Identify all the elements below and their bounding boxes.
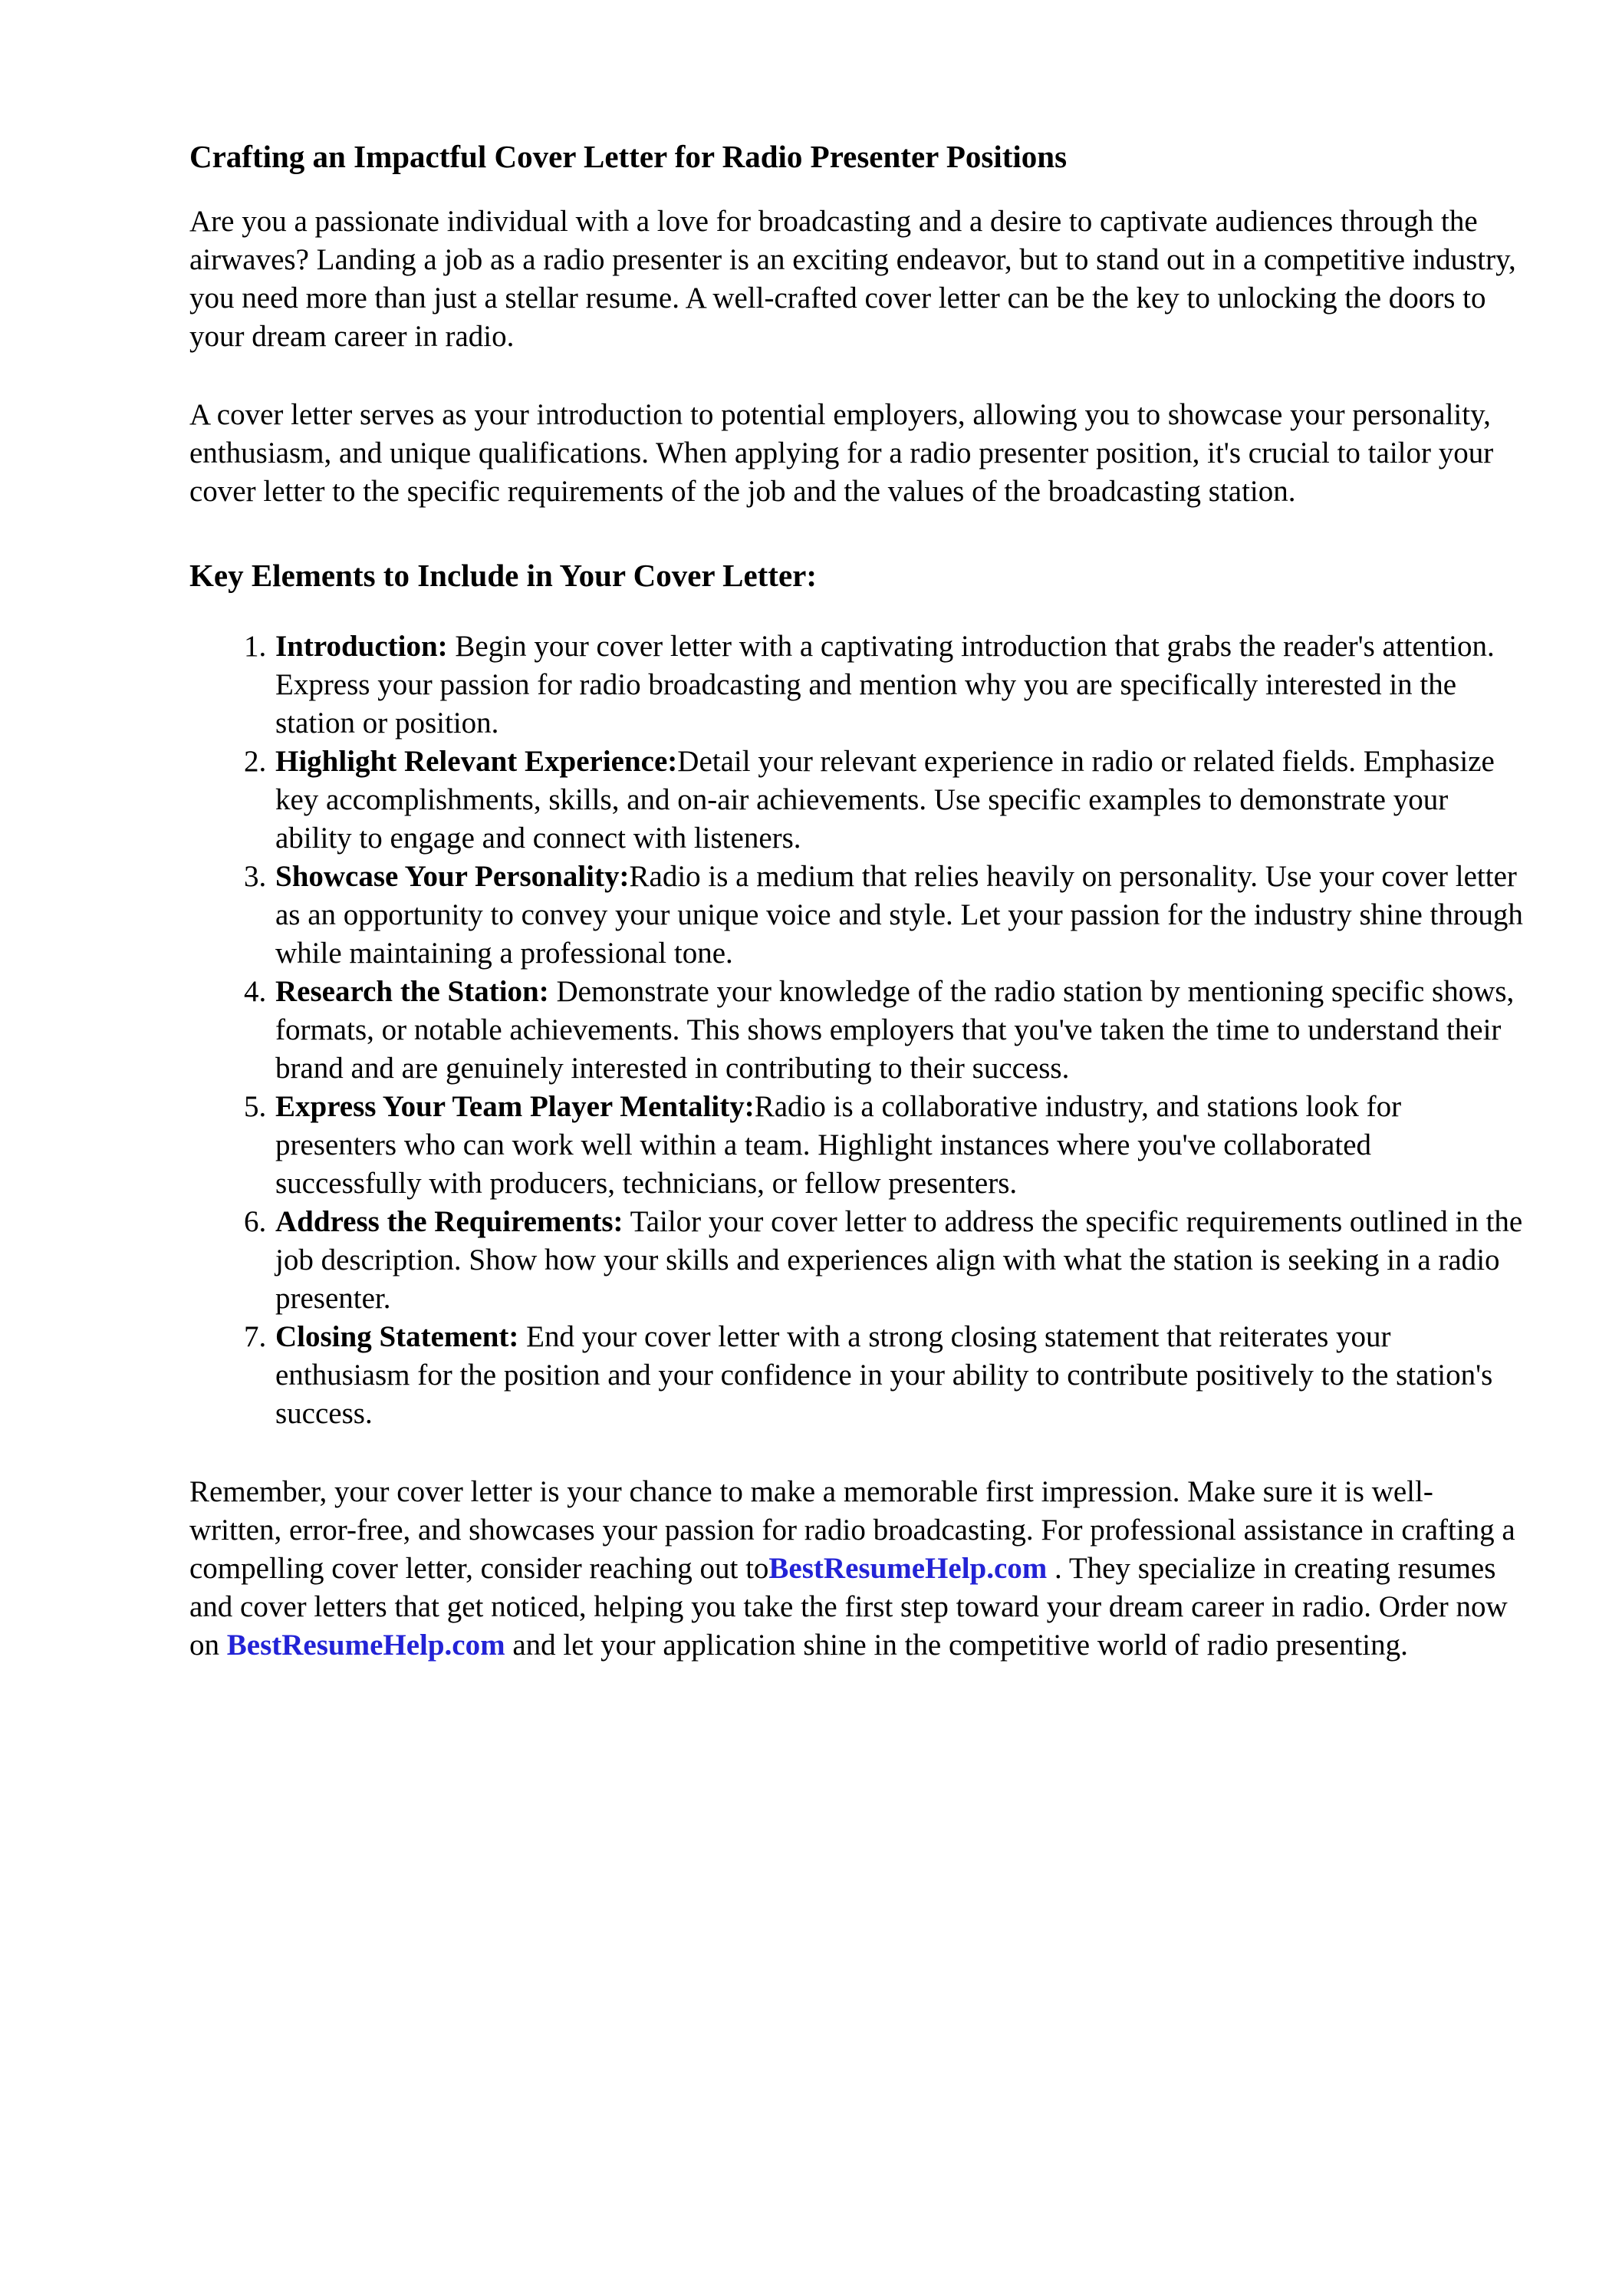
list-item-label: Closing Statement: bbox=[275, 1320, 519, 1353]
closing-paragraph bbox=[189, 1473, 1524, 1665]
list-item-label: Address the Requirements: bbox=[275, 1205, 623, 1238]
intro-paragraph-1: Are you a passionate individual with a love for broadcasting and a desire to captivate audiences through the airwaves? Landing a job as a radio presenter is an exciting endeavor, but to stand out in a competitive industry, you need more than just a stellar resume. A well-crafted cover letter can be the key to unlocking the doors to your dream career in radio. bbox=[189, 205, 1516, 353]
list-item bbox=[274, 743, 1524, 858]
list-item-text: Detail your relevant experience in radio or related fields. Emphasize key accomplishments, skills, and on-air achievements. Use specific examples to demonstrate your ability to engage and connect with listeners. bbox=[275, 745, 1495, 855]
list-item-label: Showcase Your Personality: bbox=[275, 860, 630, 893]
closing-text-segment: Remember, your cover letter is your chance to make a memorable first impression. Make sure it is well-written, error-free, and showcases your passion for radio broadcasting. For professional assistance in crafting a compelling cover letter, consider reaching out to bbox=[189, 1475, 1515, 1585]
list-item bbox=[274, 628, 1524, 743]
intro-paragraph-2: A cover letter serves as your introduction to potential employers, allowing you to showcase your personality, enthusiasm, and unique qualifications. When applying for a radio presenter position, it's crucial to tailor your cover letter to the specific requirements of the job and the values of the broadcasting station. bbox=[189, 398, 1494, 508]
bestresumehelp-link[interactable]: BestResumeHelp.com bbox=[226, 1629, 505, 1662]
list-item-label: Introduction: bbox=[275, 630, 448, 663]
list-item-text: Radio is a collaborative industry, and stations look for presenters who can work well within a team. Highlight instances where you've collaborated successfully with producers, technicians, or fellow presenters. bbox=[275, 1090, 1402, 1200]
list-item-text: End your cover letter with a strong closing statement that reiterates your enthusiasm for the position and your confidence in your ability to contribute positively to the station's success. bbox=[275, 1320, 1493, 1430]
list-item-text: Tailor your cover letter to address the specific requirements outlined in the job description. Show how your skills and experiences align with what the station is seeking in a radio presenter. bbox=[275, 1205, 1523, 1315]
list-item-text: Begin your cover letter with a captivating introduction that grabs the reader's attention. Express your passion for radio broadcasting and mention why you are specifically interested in the station or position. bbox=[275, 630, 1495, 740]
closing-text-segment: and let your application shine in the competitive world of radio presenting. bbox=[505, 1629, 1408, 1662]
list-item-text: Radio is a medium that relies heavily on personality. Use your cover letter as an opportunity to convey your unique voice and style. Let your passion for the industry shine through while maintaining a professional tone. bbox=[275, 860, 1523, 970]
list-item bbox=[274, 1088, 1524, 1203]
document-title: Crafting an Impactful Cover Letter for Radio Presenter Positions bbox=[189, 139, 1068, 174]
list-item bbox=[274, 1318, 1524, 1433]
key-elements-list bbox=[189, 628, 1524, 1433]
list-item-text: Demonstrate your knowledge of the radio station by mentioning specific shows, formats, or notable achievements. This shows employers that you've taken the time to understand their brand and are genuinely interested in contributing to their success. bbox=[275, 975, 1515, 1085]
list-item bbox=[274, 1203, 1524, 1318]
list-item-label: Highlight Relevant Experience: bbox=[275, 745, 678, 778]
bestresumehelp-link[interactable]: BestResumeHelp.com bbox=[768, 1552, 1048, 1585]
list-item-label: Research the Station: bbox=[275, 975, 549, 1008]
list-item bbox=[274, 973, 1524, 1088]
closing-text-segment: . They specialize in creating resumes and cover letters that get noticed, helping you take the first step toward your dream career in radio. Order now on bbox=[189, 1552, 1508, 1662]
list-item-label: Express Your Team Player Mentality: bbox=[275, 1090, 755, 1123]
section-heading: Key Elements to Include in Your Cover Letter: bbox=[189, 558, 817, 593]
list-item bbox=[274, 858, 1524, 973]
